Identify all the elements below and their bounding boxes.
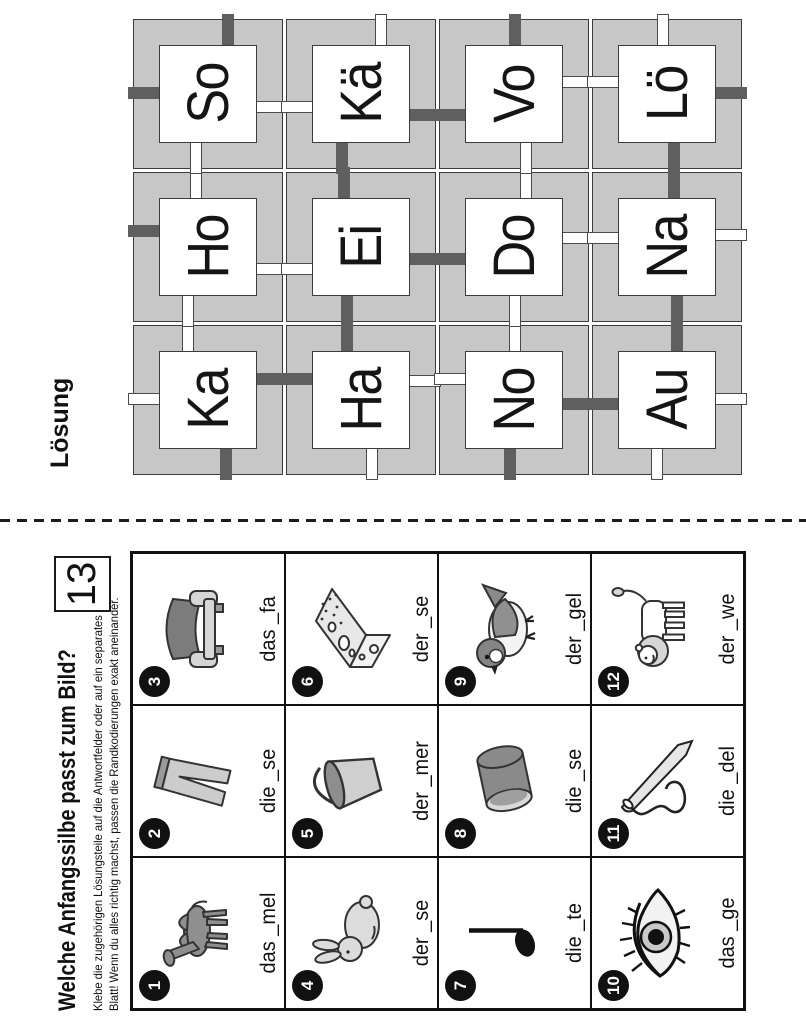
cell-word-label: der _se: [410, 899, 433, 967]
cell-word-label: der _gel: [563, 592, 586, 666]
cell-number-badge: 1: [139, 970, 170, 1001]
cell-number-badge: 7: [445, 970, 476, 1001]
cell-word-label: die _te: [563, 903, 586, 963]
solution-heading: Lösung: [46, 377, 74, 468]
eye-image: [606, 881, 706, 985]
puzzle-tile-ei: [286, 172, 436, 322]
tile-syllable: Ho: [175, 215, 241, 279]
edge-coding-bottom: [713, 393, 747, 405]
cell-number-badge: 2: [139, 818, 170, 849]
worksheet-half: [0, 520, 806, 1024]
cell-word-label: der _we: [716, 593, 739, 665]
edge-coding-top: [587, 76, 621, 88]
edge-coding-top: [128, 87, 162, 99]
cell-word-label: das _mel: [257, 892, 280, 974]
puzzle-tile-ha: [286, 325, 436, 475]
puzzle-tile-na: [592, 172, 742, 322]
edge-coding-bottom: [713, 87, 747, 99]
tile-syllable: So: [175, 63, 241, 125]
cell-word-label: der _se: [410, 595, 433, 663]
worksheet-cell-6: [285, 553, 438, 705]
tile-syllable-field: [312, 198, 410, 296]
edge-coding-top: [281, 263, 315, 275]
tile-syllable: Na: [634, 215, 700, 279]
edge-coding-top: [587, 398, 621, 410]
worksheet-cell-10: [591, 857, 744, 1009]
camel-image: [147, 881, 247, 985]
edge-coding-left: [520, 140, 532, 174]
tile-syllable-field: [618, 351, 716, 449]
worksheet-cell-7: [438, 857, 591, 1009]
bird-image: [453, 577, 553, 681]
tile-syllable: Au: [634, 369, 700, 431]
tile-syllable: Lö: [634, 66, 700, 122]
cell-word-label: die _se: [257, 748, 280, 814]
worksheet-cell-4: [285, 857, 438, 1009]
edge-coding-left: [504, 446, 516, 480]
edge-coding-right: [222, 14, 234, 48]
edge-coding-left: [668, 140, 680, 174]
edge-coding-right: [657, 14, 669, 48]
puzzle-tile-ka: [133, 325, 283, 475]
cell-word-label: das _ge: [716, 897, 739, 969]
worksheet-instructions: [91, 597, 122, 1011]
edge-coding-top: [281, 101, 315, 113]
edge-coding-left: [220, 446, 232, 480]
cell-number-badge: 5: [292, 818, 323, 849]
needle-image: [606, 729, 706, 833]
puzzle-tile-loe: [592, 19, 742, 169]
tile-syllable-field: [159, 45, 257, 143]
tile-syllable: No: [481, 368, 547, 432]
edge-coding-left: [366, 446, 378, 480]
cheese-image: [300, 577, 400, 681]
tile-syllable-field: [159, 198, 257, 296]
tile-syllable-field: [465, 351, 563, 449]
tile-syllable-field: [312, 45, 410, 143]
edge-coding-bottom: [713, 229, 747, 241]
cell-number-badge: 12: [598, 666, 629, 697]
cell-word-label: das _fa: [257, 596, 280, 662]
puzzle-tile-au: [592, 325, 742, 475]
puzzle-tile-ho: [133, 172, 283, 322]
tile-syllable: Ka: [175, 369, 241, 431]
tile-syllable: Kä: [328, 63, 394, 125]
puzzle-tile-do: [439, 172, 589, 322]
edge-coding-top: [281, 373, 315, 385]
puzzle-tile-vo: [439, 19, 589, 169]
edge-coding-top: [128, 225, 162, 237]
rabbit-image: [300, 881, 400, 985]
tile-syllable: Do: [481, 215, 547, 279]
instructions-line-2: Blatt! Wenn du alles richtig machst, passen die Randkodierungen exakt aneinander.: [106, 597, 121, 1011]
sofa-image: [147, 577, 247, 681]
cell-number-badge: 6: [292, 666, 323, 697]
cell-number-badge: 4: [292, 970, 323, 1001]
puzzle-tile-kae: [286, 19, 436, 169]
edge-coding-left: [190, 140, 202, 174]
edge-coding-top: [128, 393, 162, 405]
cell-number-badge: 8: [445, 818, 476, 849]
instructions-line-1: Klebe die zugehörigen Lösungsteile auf die Antwortfelder oder auf ein separates: [91, 615, 105, 1011]
worksheet-cell-3: [132, 553, 285, 705]
lion-image: [606, 577, 706, 681]
tile-syllable-field: [465, 198, 563, 296]
tile-syllable: Vo: [481, 65, 547, 123]
edge-coding-right: [375, 14, 387, 48]
tile-syllable-field: [465, 45, 563, 143]
edge-coding-top: [587, 232, 621, 244]
edge-coding-top: [434, 253, 468, 265]
edge-coding-left: [336, 140, 348, 174]
edge-coding-left: [509, 293, 521, 327]
edge-coding-right: [509, 14, 521, 48]
cell-number-badge: 3: [139, 666, 170, 697]
worksheet-cell-9: [438, 553, 591, 705]
worksheet-grid: [130, 551, 746, 1011]
tile-syllable: Ei: [328, 225, 394, 269]
tin-can-image: [453, 729, 553, 833]
edge-coding-left: [182, 293, 194, 327]
cell-word-label: die _se: [563, 748, 586, 814]
cell-number-badge: 10: [598, 970, 629, 1001]
worksheet-title: Welche Anfangssilbe passt zum Bild?: [54, 649, 81, 1011]
worksheet-cell-11: [591, 705, 744, 857]
worksheet-cell-8: [438, 705, 591, 857]
edge-coding-top: [434, 109, 468, 121]
music-note-image: [453, 881, 553, 985]
edge-coding-left: [651, 446, 663, 480]
edge-coding-left: [341, 293, 353, 327]
worksheet-cell-5: [285, 705, 438, 857]
tile-syllable-field: [159, 351, 257, 449]
cut-line-divider: [0, 519, 806, 522]
worksheet-cell-2: [132, 705, 285, 857]
solution-grid: [133, 19, 742, 475]
tile-syllable-field: [312, 351, 410, 449]
edge-coding-top: [434, 373, 468, 385]
puzzle-tile-so: [133, 19, 283, 169]
cell-word-label: der _mer: [410, 741, 433, 821]
cell-number-badge: 11: [598, 818, 629, 849]
tile-syllable: Ha: [328, 368, 394, 432]
worksheet-cell-1: [132, 857, 285, 1009]
tile-syllable-field: [618, 45, 716, 143]
edge-coding-left: [671, 293, 683, 327]
trousers-image: [147, 729, 247, 833]
worksheet-number: 13: [60, 561, 104, 607]
bucket-image: [300, 729, 400, 833]
puzzle-tile-no: [439, 325, 589, 475]
cell-word-label: die _del: [716, 746, 739, 816]
worksheet-cell-12: [591, 553, 744, 705]
tile-syllable-field: [618, 198, 716, 296]
cell-number-badge: 9: [445, 666, 476, 697]
